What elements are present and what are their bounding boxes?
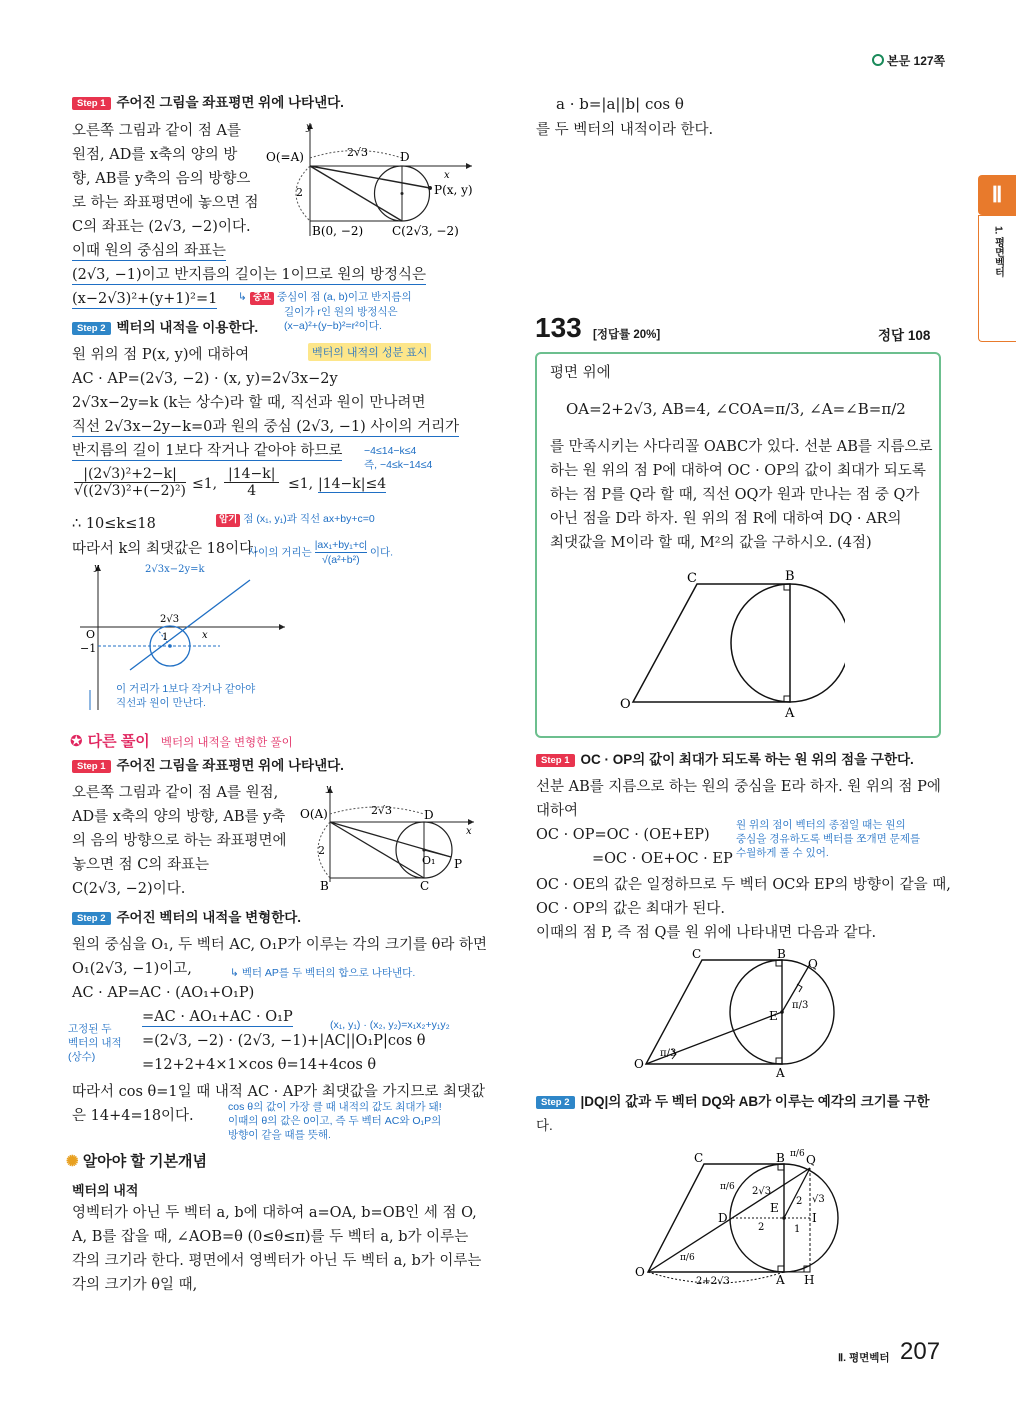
length-label: 2 xyxy=(296,186,303,199)
tick-label: 2√3 xyxy=(160,614,180,625)
chapter-tab: Ⅱ xyxy=(978,175,1016,215)
problem-line: 아닌 점을 D라 하자. 원 위의 점 R에 대하여 DQ · AR의 xyxy=(550,511,902,527)
problem-number: 133 xyxy=(535,312,582,343)
equation-line: OC · OP=OC · (OE+EP) xyxy=(536,827,710,843)
chapter-label-box xyxy=(978,215,1016,342)
x-axis-label: x xyxy=(466,826,472,837)
lightbulb-icon: ✺ xyxy=(66,1153,79,1170)
footer-chapter: Ⅱ. 평면벡터 xyxy=(838,1352,890,1364)
point-a-label: A xyxy=(785,706,795,721)
tick-label: −1 xyxy=(80,642,97,655)
para-line: 반지름의 길이 1보다 작거나 같아야 하므로 xyxy=(72,442,342,461)
para-line: 은 14+4=18이다. xyxy=(72,1108,194,1124)
angle-label: π/6 xyxy=(720,1182,735,1192)
trapezoid-figure-2 xyxy=(632,946,842,1081)
para-line: 원점, AD를 x축의 양의 방 xyxy=(72,147,238,163)
para-line: 따라서 cos θ=1일 때 내적 AC · AP가 최댓값을 가지므로 최댓값 xyxy=(72,1084,486,1100)
page-number: 207 xyxy=(900,1338,941,1365)
length-label: 2√3 xyxy=(347,146,369,159)
point-o-label: O xyxy=(634,1057,644,1071)
para-line: 오른쪽 그림과 같이 점 A를 원점, xyxy=(72,785,279,801)
note-circle-equation: ↳ 중요 중심이 점 (a, b)이고 반지름의 길이가 r인 원의 방정식은 (x−a)²+(y−b)²=r²이다. xyxy=(238,291,412,332)
point-c-label: C xyxy=(694,1151,704,1165)
origin-label: O(A) xyxy=(300,807,328,821)
memo-tag: 암기 xyxy=(216,514,240,527)
point-p-label: P(x, y) xyxy=(434,183,473,197)
fraction-2: |14−k| 4 xyxy=(224,466,279,499)
angle-label: π/3 xyxy=(792,1000,809,1011)
result-range: ∴ 10≤k≤18 xyxy=(72,516,156,532)
note-distance: 암기 점 (x₁, y₁)과 직선 ax+by+c=0 xyxy=(216,512,375,527)
para-line: A, B를 잡을 때, ∠AOB=θ (0≤θ≤π)를 두 벡터 a, b가 이루는 xyxy=(72,1229,469,1245)
note-component: 벡터의 내적의 성분 표시 xyxy=(308,343,431,361)
length-label: √3 xyxy=(812,1194,825,1205)
point-c-label: C xyxy=(692,947,702,961)
point-c-label: C xyxy=(687,571,697,586)
para-line: 를 두 벡터의 내적이라 한다. xyxy=(536,122,714,138)
point-q-label: Q xyxy=(808,957,818,971)
para-line: 선분 AB를 지름으로 하는 원의 중심을 E라 하자. 원 위의 점 P에 xyxy=(536,779,941,795)
point-e-label: E xyxy=(770,1201,779,1215)
length-label: 2 xyxy=(318,844,325,857)
step-badge: Step 1 xyxy=(72,760,111,774)
para-line: 향, AB를 y축의 음의 방향으 xyxy=(72,171,251,187)
angle-label: π/6 xyxy=(790,1149,805,1159)
note-vector-sum: ↳ 벡터 AP를 두 벡터의 합으로 나타낸다. xyxy=(230,967,416,979)
equation-line: =AC · AO₁+AC · O₁P xyxy=(142,1008,293,1027)
equation-line: =OC · OE+OC · EP xyxy=(592,851,733,867)
step-badge: Step 2 xyxy=(536,1096,575,1110)
para-line: 영벡터가 아닌 두 벡터 a, b에 대하여 a=OA, b=OB인 세 점 O, xyxy=(72,1205,477,1221)
point-b-label: B(0, −2) xyxy=(312,224,364,238)
angle-label: π/6 xyxy=(680,1253,695,1263)
circle-icon xyxy=(872,54,884,66)
note-distance-formula: 사이의 거리는 $\frac{\text{|ax₁+by₁+c|}}{\text{√(a²+b²)}}$ 이다. xyxy=(248,539,394,567)
length-label: 2√3 xyxy=(752,1186,772,1197)
x-axis-label: x xyxy=(444,170,450,181)
alt-solution-heading: ✪ 다른 풀이 벡터의 내적을 변형한 풀이 xyxy=(70,733,293,750)
para-line: OC · OP의 값은 최대가 된다. xyxy=(536,901,725,917)
important-tag: 중요 xyxy=(250,292,274,305)
point-d-label: D xyxy=(718,1211,728,1225)
para-line: O₁(2√3, −1)이고, xyxy=(72,961,192,977)
step2-heading: Step 2 벡터의 내적을 이용한다. xyxy=(72,320,258,337)
point-o-label: O xyxy=(635,1265,645,1279)
length-label: 2√3 xyxy=(371,804,393,817)
point-p-label: P xyxy=(454,857,463,871)
equation-line: =12+2+4×1×cos θ=14+4cos θ xyxy=(142,1057,377,1073)
problem-answer: 정답 108 xyxy=(878,328,931,343)
dot-product-definition: a · b=|a||b| cos θ xyxy=(556,95,684,113)
coordinate-figure-3 xyxy=(296,782,481,892)
point-a-label: A xyxy=(776,1273,785,1287)
page-ref: 본문 127쪽 xyxy=(872,52,945,69)
problem-line: 최댓값을 M이라 할 때, M²의 값을 구하시오. (4점) xyxy=(550,535,872,551)
para-line: 2√3x−2y=k (k는 상수)라 할 때, 직선과 원이 만나려면 xyxy=(72,395,426,411)
abs-inequality: |14−k|≤4 xyxy=(318,476,387,492)
para-line: C의 좌표는 (2√3, −2)이다. xyxy=(72,219,251,235)
circle-equation: (x−2√3)²+(y+1)²=1 xyxy=(72,290,217,309)
length-label: 1 xyxy=(794,1224,801,1235)
y-axis-label: y xyxy=(306,122,312,133)
para-line: 각의 크기가 θ일 때, xyxy=(72,1277,198,1293)
note-split-vector: 원 위의 점이 벡터의 종점일 때는 원의 중심을 경유하도록 벡터를 쪼개면 문제를 수월하게 풀 수 있어. xyxy=(736,819,921,860)
point-i-label: I xyxy=(812,1211,817,1225)
point-b-label: B xyxy=(776,1151,785,1165)
origin-label: O xyxy=(86,628,96,641)
relation: ≤1, xyxy=(192,476,218,492)
step1-heading: Step 1 주어진 그림을 좌표평면 위에 나타낸다. xyxy=(72,95,344,112)
coordinate-figure-1 xyxy=(262,118,482,243)
concept-subtitle: 벡터의 내적 xyxy=(72,1183,139,1198)
para-line: (2√3, −1)이고 반지름의 길이는 1이므로 원의 방정식은 xyxy=(72,266,426,285)
note-fixed-vectors: 고정된 두 벡터의 내적 (상수) xyxy=(68,1023,122,1064)
point-d-label: D xyxy=(400,150,410,164)
alt-step1-heading: Step 1 주어진 그림을 좌표평면 위에 나타낸다. xyxy=(72,758,344,775)
para-line: 놓으면 점 C의 좌표는 xyxy=(72,857,209,873)
length-label: 2 xyxy=(758,1222,765,1233)
point-b-label: B xyxy=(320,879,329,892)
point-o-label: O xyxy=(620,697,631,712)
para-line: AD를 x축의 양의 방향, AB를 y축 xyxy=(72,809,286,825)
trapezoid-figure-1 xyxy=(615,566,845,721)
point-d-label: D xyxy=(424,808,434,822)
para-line: C(2√3, −2)이다. xyxy=(72,881,186,897)
note-inequality: −4≤14−k≤4 즉, −4≤k−14≤4 xyxy=(364,445,433,472)
note-graph2: 이 거리가 1보다 작거나 같아야 직선과 원이 만난다. xyxy=(116,683,256,710)
para-line: 대하여 xyxy=(536,803,579,819)
y-axis-label: y xyxy=(94,563,100,573)
para-line: OC · OE의 값은 일정하므로 두 벡터 OC와 EP의 방향이 같을 때, xyxy=(536,877,951,893)
fraction-1: |(2√3)²+2−k| √((2√3)²+(−2)²) xyxy=(74,466,187,499)
para-line: 이때 원의 중심의 좌표는 xyxy=(72,242,226,261)
point-b-label: B xyxy=(785,569,795,584)
right-step2-heading: Step 2 |DQ|의 값과 두 벡터 DQ와 AB가 이루는 예각의 크기를 구한 xyxy=(536,1094,930,1111)
para-line: 직선 2√3x−2y−k=0과 원의 중심 (2√3, −1) 사이의 거리가 xyxy=(72,418,459,437)
equation-line: AC · AP=AC · (AO₁+O₁P) xyxy=(72,985,255,1001)
length-label: 2 xyxy=(796,1196,803,1207)
problem-line: 하는 점 P를 Q라 할 때, 직선 OQ가 원과 만나는 점 중 Q가 xyxy=(550,487,920,503)
problem-rate: [정답률 20%] xyxy=(593,329,661,341)
right-step2-heading-cont: 다. xyxy=(536,1118,553,1133)
x-axis-label: x xyxy=(202,630,208,641)
step-badge: Step 1 xyxy=(72,97,111,111)
chapter-label: 1. 평면벡터 xyxy=(992,226,1004,278)
y-axis-label: y xyxy=(326,784,332,794)
point-h-label: H xyxy=(804,1273,815,1287)
point-b-label: B xyxy=(777,947,786,961)
right-step1-heading: Step 1 OC · OP의 값이 최대가 되도록 하는 원 위의 점을 구한다. xyxy=(536,752,914,769)
para-line: 로 하는 좌표평면에 놓으면 점 xyxy=(72,195,259,211)
point-e-label: E xyxy=(769,1009,778,1023)
point-a-label: A xyxy=(776,1066,785,1080)
step-badge: Step 2 xyxy=(72,322,111,336)
star-icon: ✪ xyxy=(70,733,83,750)
alt-step2-heading: Step 2 주어진 벡터의 내적을 변형한다. xyxy=(72,910,301,927)
angle-label: π/3 xyxy=(660,1048,677,1059)
conclusion: 따라서 k의 최댓값은 18이다. xyxy=(72,541,258,557)
length-label: 2+2√3 xyxy=(696,1276,730,1287)
relation: ≤1, xyxy=(288,476,314,492)
para-line: 원의 중심을 O₁, 두 벡터 AC, O₁P가 이루는 각의 크기를 θ라 하면 xyxy=(72,937,487,953)
para-line: AC · AP=(2√3, −2) · (x, y)=2√3x−2y xyxy=(72,371,338,387)
problem-line: 를 만족시키는 사다리꼴 OABC가 있다. 선분 AB를 지름으로 xyxy=(550,439,933,455)
center-label: O₁ xyxy=(422,854,436,867)
problem-line: 하는 원 위의 점 P에 대하여 OC · OP의 값이 최대가 되도록 xyxy=(550,463,926,479)
point-c-label: C xyxy=(420,879,430,892)
para-line: 각의 크기라 한다. 평면에서 영벡터가 아닌 두 벡터 a, b가 이루는 xyxy=(72,1253,482,1269)
step-badge: Step 2 xyxy=(72,912,111,926)
problem-conditions: OA=2+2√3, AB=4, ∠COA=π/3, ∠A=∠B=π/2 xyxy=(566,400,906,418)
para-line: 오른쪽 그림과 같이 점 A를 xyxy=(72,123,241,139)
note-dot-product: (x₁, y₁) · (x₂, y₂)=x₁x₂+y₁y₂ xyxy=(330,1019,450,1031)
equation-line: =(2√3, −2) · (2√3, −1)+|AC||O₁P|cos θ xyxy=(142,1033,426,1049)
para-line: 의 음의 방향으로 하는 좌표평면에 xyxy=(72,833,287,849)
point-q-label: Q xyxy=(806,1153,816,1167)
step-badge: Step 1 xyxy=(536,754,575,768)
origin-label: O(=A) xyxy=(266,150,304,164)
concept-heading: ✺ 알아야 할 기본개념 xyxy=(66,1153,208,1170)
radius-label: 1 xyxy=(162,632,169,643)
point-c-label: C(2√3, −2) xyxy=(392,224,459,238)
para-line: 이때의 점 P, 즉 점 Q를 원 위에 나타내면 다음과 같다. xyxy=(536,925,877,941)
trapezoid-figure-3 xyxy=(630,1144,850,1289)
note-cos: cos θ의 값이 가장 클 때 내적의 값도 최대가 돼! 이때의 θ의 값은 0이고, 즉 두 벡터 AC와 O₁P의 방향이 같을 때를 뜻해. xyxy=(228,1101,442,1142)
line-equation-label: 2√3x−2y=k xyxy=(145,564,205,575)
para-line: 원 위의 점 P(x, y)에 대하여 xyxy=(72,347,250,363)
problem-line: 평면 위에 xyxy=(550,365,611,381)
